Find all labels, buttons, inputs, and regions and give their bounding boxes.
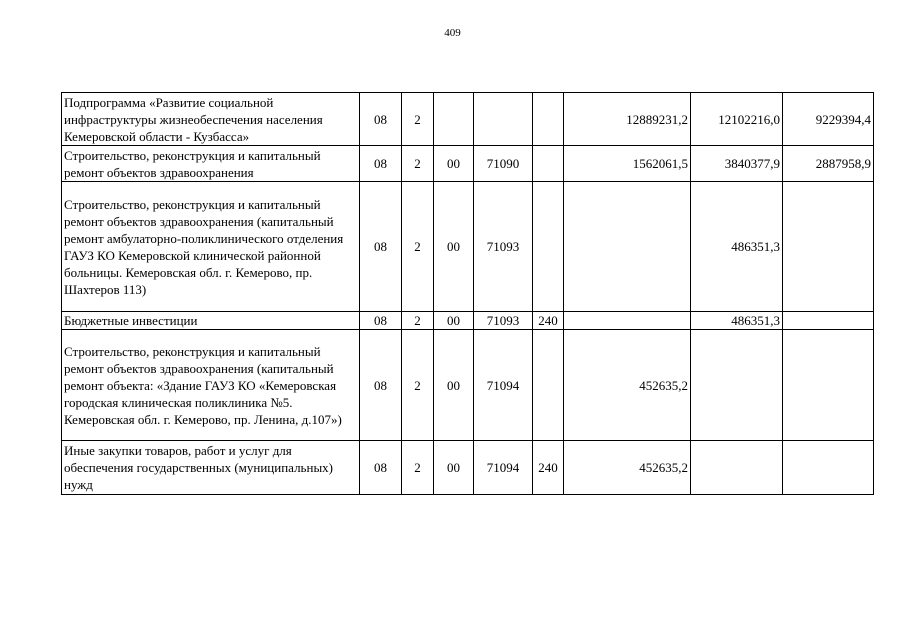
row-year2: 486351,3: [691, 312, 783, 330]
row-expense-type: 240: [533, 312, 564, 330]
row-subprogram: [434, 93, 474, 146]
row-section: 08: [360, 312, 402, 330]
row-year1: 12889231,2: [564, 93, 691, 146]
row-year1: [564, 182, 691, 312]
row-year1: 452635,2: [564, 330, 691, 441]
row-year2: 3840377,9: [691, 146, 783, 182]
row-year3: [783, 182, 874, 312]
row-subprogram: 00: [434, 441, 474, 495]
row-year3: 9229394,4: [783, 93, 874, 146]
row-expense-type: [533, 146, 564, 182]
row-name: Бюджетные инвестиции: [62, 312, 360, 330]
row-year2: [691, 441, 783, 495]
row-direction: 71090: [474, 146, 533, 182]
row-program: 2: [402, 441, 434, 495]
row-year3: 2887958,9: [783, 146, 874, 182]
row-year3: [783, 312, 874, 330]
row-direction: 71094: [474, 441, 533, 495]
row-subprogram: 00: [434, 330, 474, 441]
row-name: Строительство, реконструкция и капитальный ремонт объектов здравоохранения: [62, 146, 360, 182]
row-program: 2: [402, 93, 434, 146]
row-direction: [474, 93, 533, 146]
row-section: 08: [360, 441, 402, 495]
row-section: 08: [360, 330, 402, 441]
row-year2: 12102216,0: [691, 93, 783, 146]
row-subprogram: 00: [434, 182, 474, 312]
row-expense-type: [533, 93, 564, 146]
table-row: [62, 93, 874, 146]
row-program: 2: [402, 312, 434, 330]
row-direction: 71093: [474, 312, 533, 330]
row-program: 2: [402, 182, 434, 312]
row-expense-type: [533, 330, 564, 441]
row-name: Строительство, реконструкция и капитальный ремонт объектов здравоохранения (капитальный ремонт объекта: «Здание ГАУЗ КО «Кемеровская городская клиническая поликлиника №5. Кемеровская обл. г. Кемерово, пр. Ленина, д.107»): [62, 330, 360, 441]
row-year3: [783, 441, 874, 495]
row-year1: 1562061,5: [564, 146, 691, 182]
table-row: [62, 146, 874, 182]
row-program: 2: [402, 146, 434, 182]
row-name: Подпрограмма «Развитие социальной инфраструктуры жизнеобеспечения населения Кемеровской области - Кузбасса»: [62, 93, 360, 146]
row-direction: 71093: [474, 182, 533, 312]
row-program: 2: [402, 330, 434, 441]
budget-table: [61, 92, 874, 495]
row-expense-type: [533, 182, 564, 312]
table-row: [62, 312, 874, 330]
row-year2: 486351,3: [691, 182, 783, 312]
table-row: [62, 182, 874, 312]
row-year1: 452635,2: [564, 441, 691, 495]
page-number: 409: [444, 27, 461, 39]
row-expense-type: 240: [533, 441, 564, 495]
table-row: [62, 441, 874, 495]
table-row: [62, 330, 874, 441]
row-section: 08: [360, 93, 402, 146]
row-year1: [564, 312, 691, 330]
row-subprogram: 00: [434, 312, 474, 330]
row-year2: [691, 330, 783, 441]
row-name: Иные закупки товаров, работ и услуг для обеспечения государственных (муниципальных) нужд: [62, 441, 360, 495]
row-section: 08: [360, 146, 402, 182]
row-year3: [783, 330, 874, 441]
row-direction: 71094: [474, 330, 533, 441]
row-name: Строительство, реконструкция и капитальный ремонт объектов здравоохранения (капитальный ремонт амбулаторно-поликлинического отделения ГАУЗ КО Кемеровской клинической районной больницы. Кемеровская обл. г. Кемерово, пр. Шахтеров 113): [62, 182, 360, 312]
row-subprogram: 00: [434, 146, 474, 182]
row-section: 08: [360, 182, 402, 312]
